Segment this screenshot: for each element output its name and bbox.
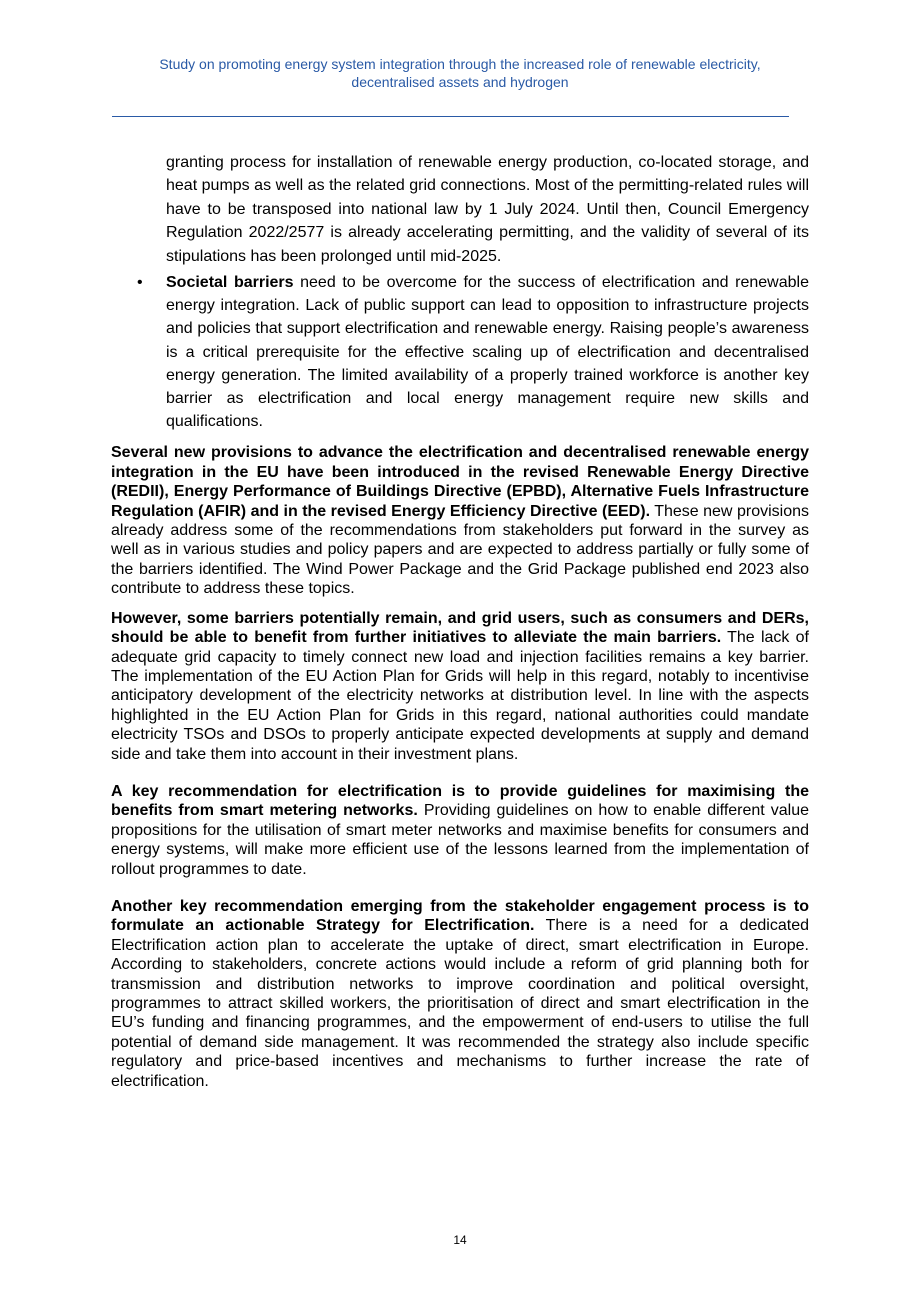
page-body [111, 151, 809, 1091]
bullet-item-societal-barriers [137, 271, 809, 433]
paragraph-new-provisions [111, 443, 809, 598]
header-title-line-1: Study on promoting energy system integration through the increased role of renewable electricity, [159, 56, 761, 72]
paragraph-body: These new provisions already address some of the recommendations from stakeholders put forward in the survey as well as in various studies and policy papers and are expected to address partially or fully some of the barriers identified. The Wind Power Package and the Grid Package published end 2023 also contribute to address these topics. [111, 502, 809, 598]
paragraph-body: Providing guidelines on how to enable different value propositions for the utilisation of smart meter networks and maximise benefits for consumers and energy systems, will make more efficient use of the lessons learned from the implementation of rollout programmes to date. [111, 802, 809, 878]
bullet-body: need to be overcome for the success of electrification and renewable energy integration. Lack of public support can lead to opposition to infrastructure projects and policies that support electrification and renewable energy. Raising people’s awareness is a critical prerequisite for the effective scaling up of electrification and decentralised energy generation. The limited availability of a properly trained workforce is another key barrier as electrification and local energy management require new skills and qualifications. [166, 274, 809, 431]
paragraph-electrification-strategy [111, 897, 809, 1091]
paragraph-body: There is a need for a dedicated Electrification action plan to accelerate the uptake of direct, smart electrification in Europe. According to stakeholders, concrete actions would include a reform of grid planning both for transmission and distribution networks to improve coordination and political oversight, programmes to attract skilled workers, the prioritisation of direct and smart electrification in the EU’s funding and financing programmes, and the empowerment of end-users to utilise the full potential of demand side management. It was recommended the strategy also include specific regulatory and price-based incentives and mechanisms to further increase the rate of electrification. [111, 917, 810, 1090]
header-divider [112, 116, 789, 117]
running-header [112, 55, 808, 91]
paragraph-remaining-barriers [111, 609, 809, 764]
paragraph-lead: Several new provisions to advance the electrification and decentralised renewable energy integration in the EU have been introduced in the revised Renewable Energy Directive (REDII), Energy Performance of Buildings Directive (EPBD), Alternative Fuels Infrastructure Regulation (AFIR) and in the revised Energy Efficiency Directive (EED). [111, 444, 809, 520]
paragraph-lead: However, some barriers potentially remain, and grid users, such as consumers and DERs, should be able to benefit from further initiatives to alleviate the main barriers. [111, 609, 809, 647]
paragraph-lead: A key recommendation for electrification is to provide guidelines for maximising the benefits from smart metering networks. [111, 782, 809, 820]
paragraph-body: The lack of adequate grid capacity to timely connect new load and injection facilities remains a key barrier. The implementation of the EU Action Plan for Grids will help in this regard, notably to incentivise anticipatory development of the electricity networks at distribution level. In line with the aspects highlighted in the EU Action Plan for Grids in this regard, national authorities could mandate electricity TSOs and DSOs to properly anticipate expected developments at supply and demand side and take them into account in their investment plans. [111, 629, 809, 763]
paragraph-smart-metering [111, 782, 809, 879]
header-title-line-2: decentralised assets and hydrogen [351, 74, 569, 90]
continued-bullet-text: granting process for installation of renewable energy production, co-located storage, and heat pumps as well as the related grid connections. Most of the permitting-related rules will have to be transposed into national law by 1 July 2024. Until then, Council Emergency Regulation 2022/2577 is already accelerating permitting, and the validity of several of its stipulations has been prolonged until mid-2025. [166, 154, 809, 265]
bullet-bold-lead: Societal barriers [166, 274, 294, 292]
paragraph-lead: Another key recommendation emerging from the stakeholder engagement process is to formulate an actionable Strategy for Electrification. [111, 897, 809, 935]
page-number: 14 [453, 1233, 467, 1247]
bullet-dot: • [137, 274, 143, 292]
